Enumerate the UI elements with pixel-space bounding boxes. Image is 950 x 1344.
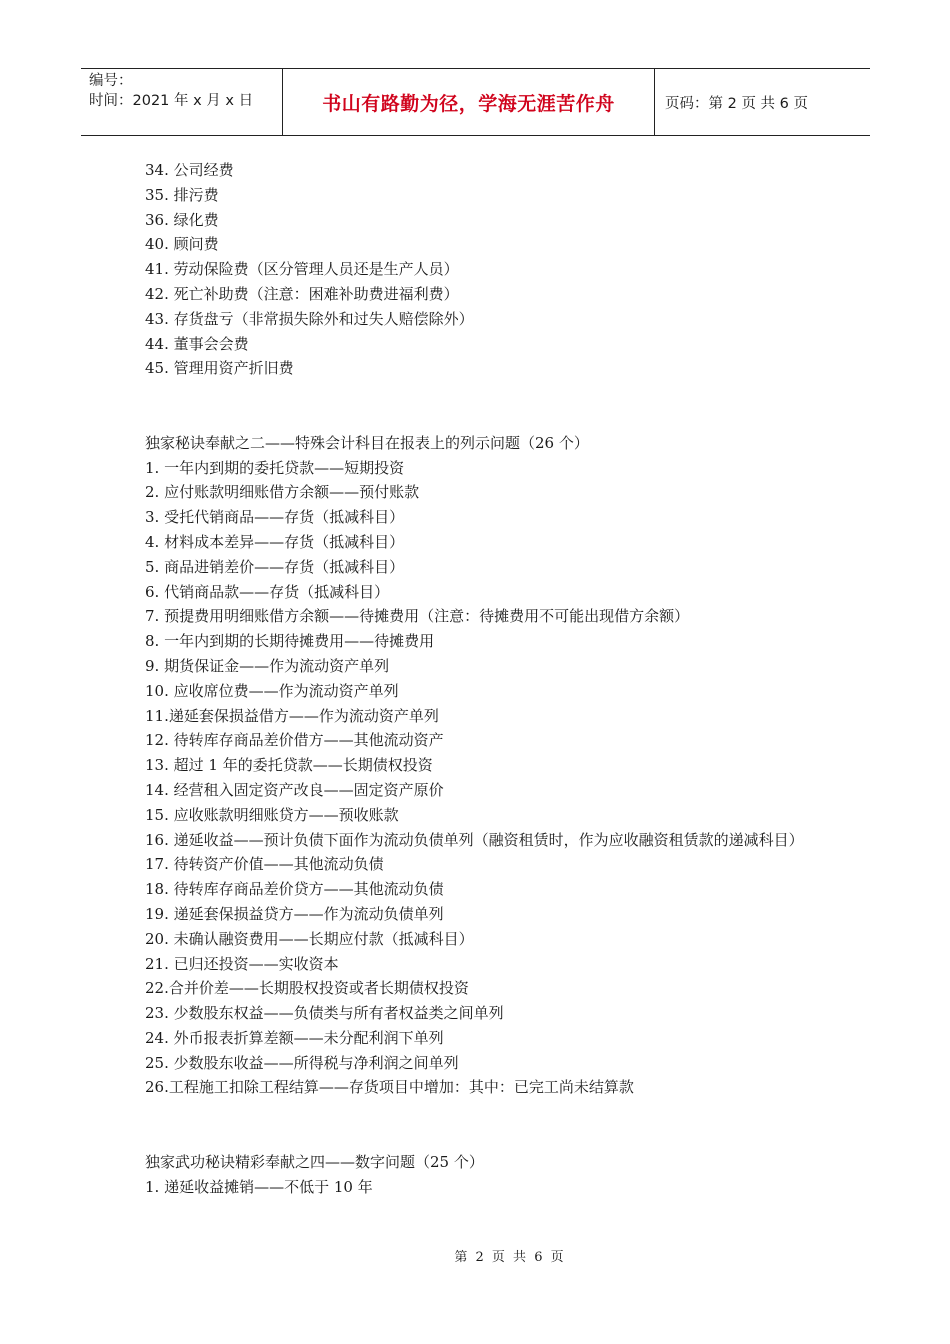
list-item: 17. 待转资产价值——其他流动负债 — [145, 855, 384, 874]
list-item: 5. 商品进销差价——存货（抵减科目） — [145, 557, 405, 576]
section-gap — [145, 1100, 815, 1150]
list-item: 8. 一年内到期的长期待摊费用——待摊费用 — [145, 632, 435, 651]
header-page-number: 页码：第 2 页 共 6 页 — [665, 95, 808, 112]
list-item: 18. 待转库存商品差价贷方——其他流动负债 — [145, 880, 444, 899]
list-item: 22.合并价差——长期股权投资或者长期债权投资 — [145, 979, 469, 998]
page-footer: 第 2 页 共 6 页 — [454, 1250, 566, 1265]
section-title: 独家秘诀奉献之二——特殊会计科目在报表上的列示问题（26 个） — [145, 433, 589, 452]
list-item: 43. 存货盘亏（非常损失除外和过失人赔偿除外） — [145, 309, 474, 328]
list-item: 36. 绿化费 — [145, 210, 219, 229]
list-item: 4. 材料成本差异——存货（抵减科目） — [145, 532, 405, 551]
list-item: 9. 期货保证金——作为流动资产单列 — [145, 656, 390, 675]
document-body — [145, 158, 815, 1199]
list-item: 13. 超过 1 年的委托贷款——长期债权投资 — [145, 756, 433, 775]
list-item: 16. 递延收益——预计负债下面作为流动负债单列（融资租赁时，作为应收融资租赁款的递减科目） — [145, 830, 804, 849]
section-title: 独家武功秘诀精彩奉献之四——数字问题（25 个） — [145, 1152, 484, 1171]
page-header — [81, 68, 870, 136]
list-item: 44. 董事会会费 — [145, 334, 249, 353]
document-time-label: 时间：2021 年 x 月 x 日 — [89, 93, 254, 109]
section-gap — [145, 381, 815, 431]
list-item: 3. 受托代销商品——存货（抵减科目） — [145, 508, 405, 527]
list-item: 45. 管理用资产折旧费 — [145, 359, 294, 378]
list-item: 24. 外币报表折算差额——未分配利润下单列 — [145, 1028, 444, 1047]
list-item: 1. 递延收益摊销——不低于 10 年 — [145, 1177, 373, 1196]
section-expense-list — [145, 158, 815, 381]
list-item: 15. 应收账款明细账贷方——预收账款 — [145, 805, 399, 824]
document-number-label: 编号： — [89, 73, 133, 89]
list-item: 26.工程施工扣除工程结算——存货项目中增加：其中：已完工尚未结算款 — [145, 1078, 634, 1097]
list-item: 40. 顾问费 — [145, 235, 219, 254]
section-number-questions — [145, 1150, 815, 1200]
list-item: 34. 公司经费 — [145, 161, 234, 179]
list-item: 10. 应收席位费——作为流动资产单列 — [145, 681, 399, 700]
list-item: 42. 死亡补助费（注意：困难补助费进福利费） — [145, 284, 459, 303]
list-item: 35. 排污费 — [145, 185, 219, 204]
list-item: 11.递延套保损益借方——作为流动资产单列 — [145, 706, 439, 725]
list-item: 6. 代销商品款——存货（抵减科目） — [145, 582, 390, 601]
list-item: 1. 一年内到期的委托贷款——短期投资 — [145, 458, 405, 477]
list-item: 7. 预提费用明细账借方余额——待摊费用（注意：待摊费用不可能出现借方余额） — [145, 607, 690, 626]
list-item: 25. 少数股东收益——所得税与净利润之间单列 — [145, 1053, 459, 1072]
list-item: 19. 递延套保损益贷方——作为流动负债单列 — [145, 904, 444, 923]
list-item: 21. 已归还投资——实收资本 — [145, 954, 339, 973]
list-item: 2. 应付账款明细账借方余额——预付账款 — [145, 483, 420, 502]
list-item: 14. 经营租入固定资产改良——固定资产原价 — [145, 780, 444, 799]
section-special-accounts — [145, 431, 815, 1101]
list-item: 12. 待转库存商品差价借方——其他流动资产 — [145, 731, 444, 750]
list-item: 20. 未确认融资费用——长期应付款（抵减科目） — [145, 929, 474, 948]
list-item: 23. 少数股东权益——负债类与所有者权益类之间单列 — [145, 1004, 504, 1023]
header-meta — [81, 69, 283, 135]
list-item: 41. 劳动保险费（区分管理人员还是生产人员） — [145, 260, 459, 279]
header-motto: 书山有路勤为径，学海无涯苦作舟 — [283, 69, 655, 135]
